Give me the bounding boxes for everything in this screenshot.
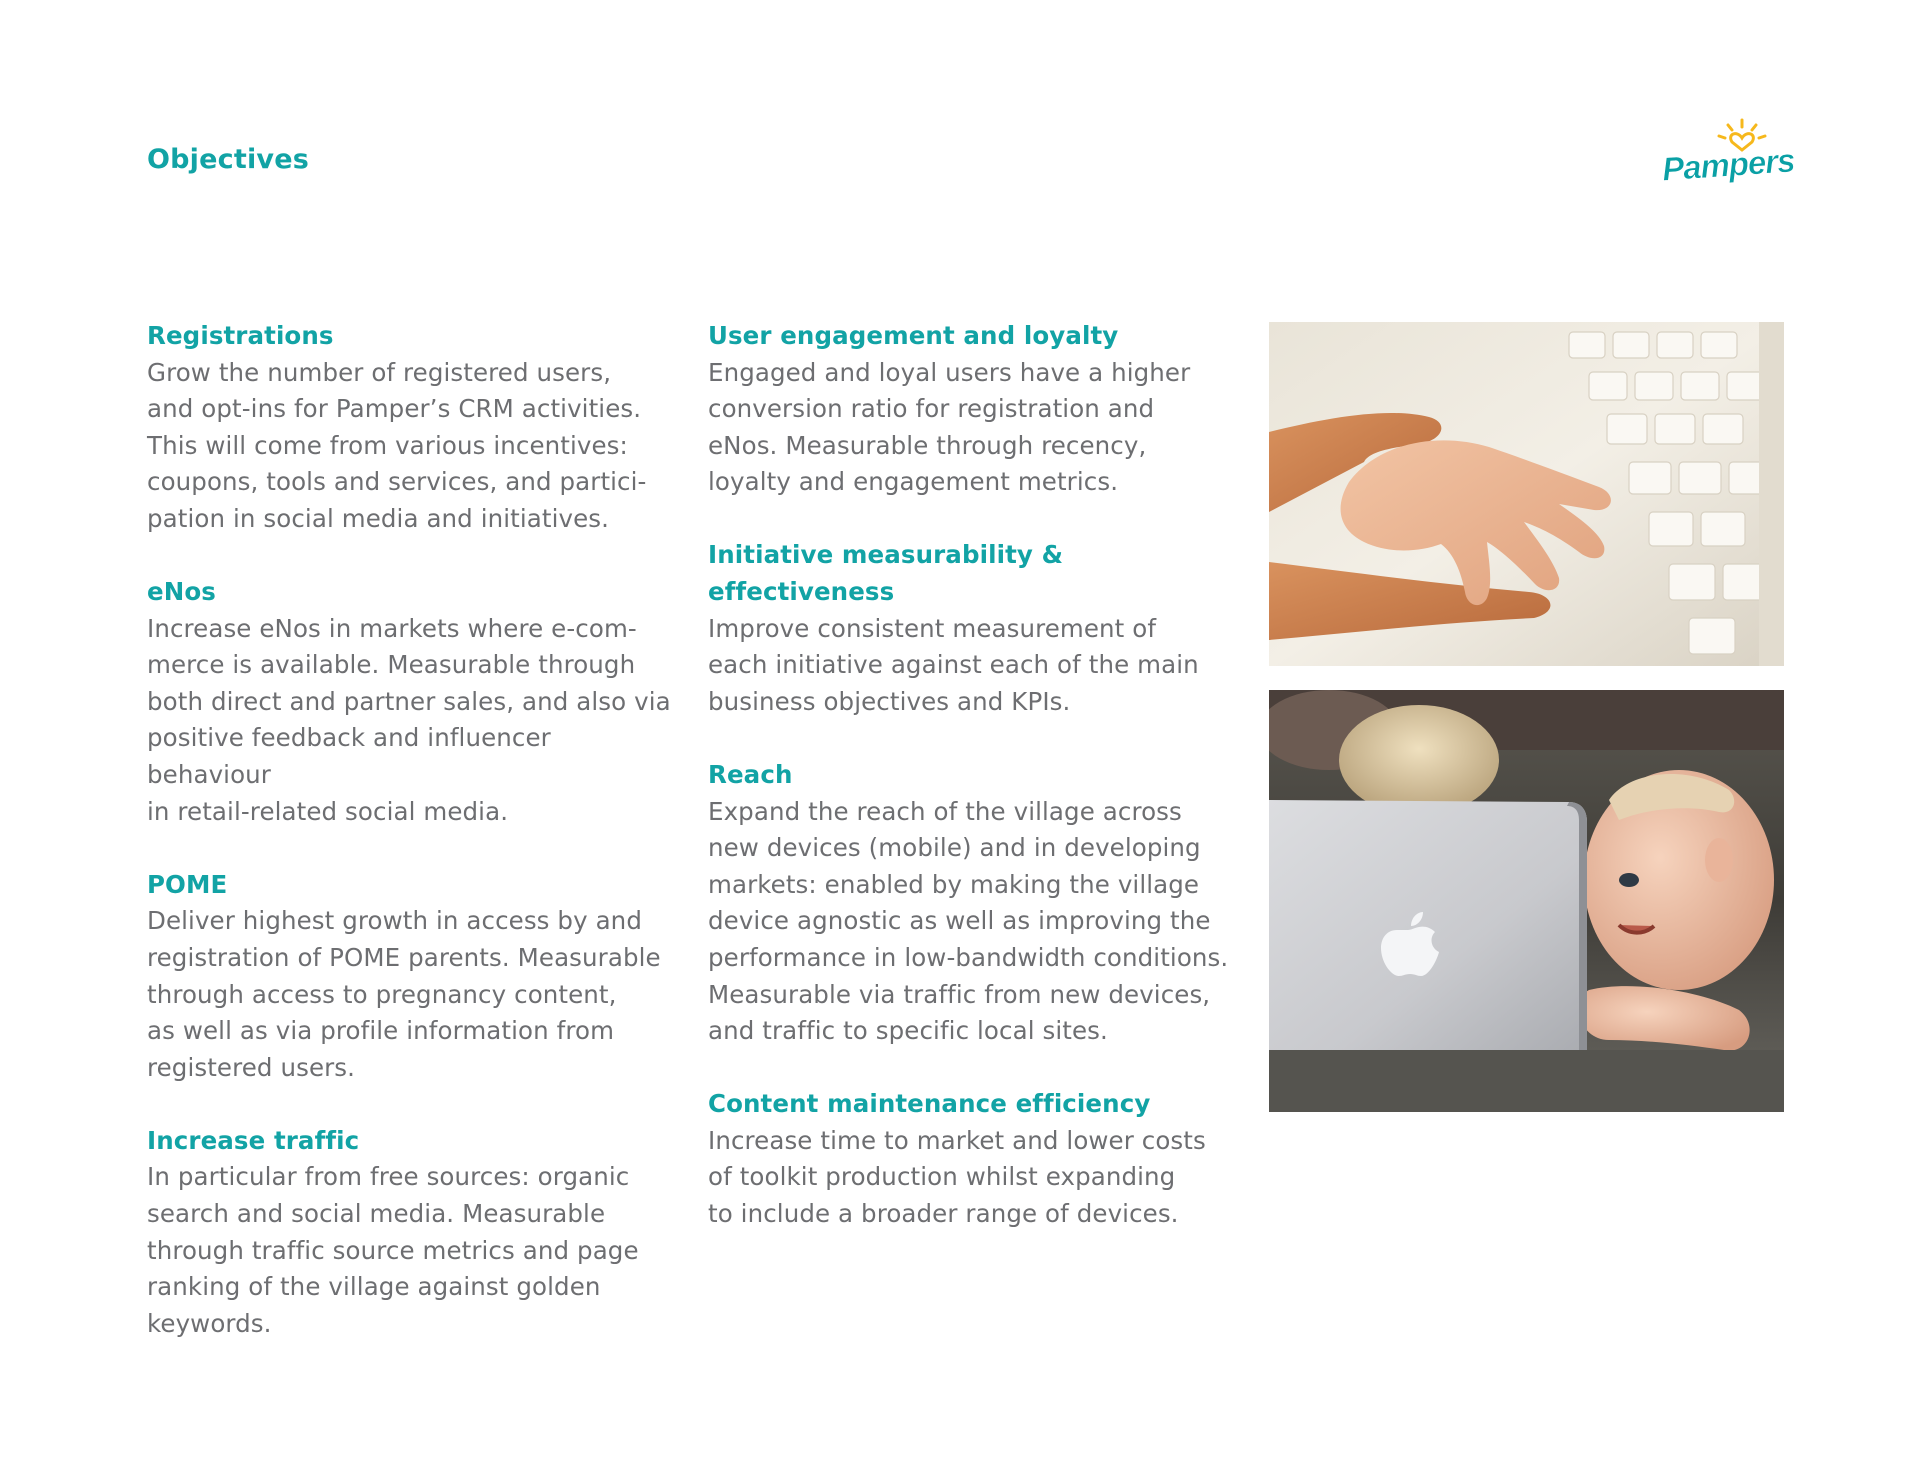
objectives-column-left <box>147 318 677 1379</box>
body-line: through access to pregnancy content, <box>147 979 617 1009</box>
objective-content-maintenance <box>708 1086 1238 1232</box>
body-line: to include a broader range of devices. <box>708 1198 1179 1228</box>
body-line: eNos. Measurable through recency, <box>708 430 1147 460</box>
section-body <box>708 611 1238 721</box>
photo-babies-with-laptop <box>1269 690 1784 1112</box>
section-heading: User engagement and loyalty <box>708 321 1119 350</box>
body-line: registered users. <box>147 1052 356 1082</box>
objective-registrations <box>147 318 677 538</box>
body-line: and opt-ins for Pamper’s CRM activities. <box>147 394 642 424</box>
body-line: Increase eNos in markets where e-com- <box>147 613 637 643</box>
section-body <box>708 1123 1238 1233</box>
body-line: loyalty and engagement metrics. <box>708 467 1119 497</box>
body-line: registration of POME parents. Measurable <box>147 942 661 972</box>
objective-user-engagement <box>708 318 1238 501</box>
objective-reach <box>708 757 1238 1050</box>
section-heading: Initiative measurability & effectiveness <box>708 540 1064 607</box>
body-line: device agnostic as well as improving the <box>708 906 1211 936</box>
body-line: markets: enabled by making the village <box>708 869 1200 899</box>
section-heading: eNos <box>147 577 216 607</box>
body-line: pation in social media and initiatives. <box>147 503 610 533</box>
body-line: Engaged and loyal users have a higher <box>708 357 1191 387</box>
body-line: conversion ratio for registration and <box>708 394 1155 424</box>
body-line: In particular from free sources: organic <box>147 1162 630 1192</box>
body-line: as well as via profile information from <box>147 1016 615 1046</box>
page-title: Objectives <box>147 144 309 175</box>
objective-measurability <box>708 537 1238 720</box>
body-line: through traffic source metrics and page <box>147 1235 639 1265</box>
section-heading: Content maintenance efficiency <box>708 1089 1151 1119</box>
body-line: Measurable via traffic from new devices, <box>708 979 1211 1009</box>
body-line: Increase time to market and lower costs <box>708 1125 1206 1155</box>
pampers-logo <box>1664 116 1794 194</box>
body-line: keywords. <box>147 1308 272 1338</box>
body-line: coupons, tools and services, and partici- <box>147 467 647 497</box>
section-body <box>147 611 677 831</box>
section-heading: POME <box>147 869 228 899</box>
body-line: Improve consistent measurement of <box>708 613 1157 643</box>
objective-increase-traffic <box>147 1123 677 1343</box>
body-line: merce is available. Measurable through <box>147 650 636 680</box>
body-line: new devices (mobile) and in developing <box>708 833 1201 863</box>
body-line: performance in low-bandwidth conditions. <box>708 942 1229 972</box>
objectives-column-right <box>708 318 1238 1269</box>
section-heading: Reach <box>708 759 793 789</box>
objective-enos <box>147 574 677 830</box>
body-line: of toolkit production whilst expanding <box>708 1162 1176 1192</box>
body-line: in retail-related social media. <box>147 796 509 826</box>
section-body <box>147 1159 677 1342</box>
photo-hands-on-keyboard <box>1269 322 1784 666</box>
objective-pome <box>147 867 677 1087</box>
body-line: Deliver highest growth in access by and <box>147 906 642 936</box>
body-line: and traffic to specific local sites. <box>708 1016 1108 1046</box>
section-body <box>708 794 1238 1050</box>
section-heading: Registrations <box>147 321 334 350</box>
body-line: each initiative against each of the main <box>708 650 1199 680</box>
body-line: ranking of the village against golden <box>147 1272 601 1302</box>
section-heading: Increase traffic <box>147 1125 360 1155</box>
body-line: positive feedback and influencer behaviour <box>147 723 551 790</box>
section-body <box>708 355 1238 501</box>
body-line: Grow the number of registered users, <box>147 357 612 387</box>
section-body <box>147 903 677 1086</box>
logo-wordmark: Pampers <box>1664 141 1794 188</box>
body-line: search and social media. Measurable <box>147 1198 606 1228</box>
body-line: business objectives and KPIs. <box>708 686 1071 716</box>
body-line: Expand the reach of the village across <box>708 796 1182 826</box>
body-line: This will come from various incentives: <box>147 430 628 460</box>
section-body <box>147 355 677 538</box>
body-line: both direct and partner sales, and also via <box>147 686 671 716</box>
